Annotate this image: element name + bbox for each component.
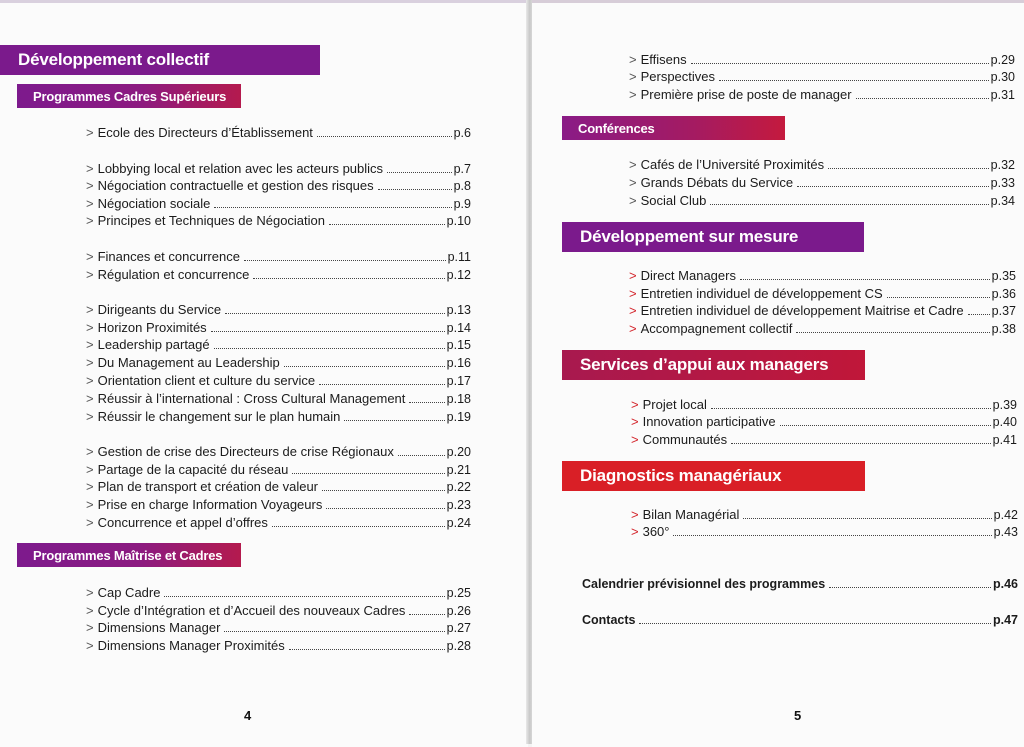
bullet-arrow-icon: >: [86, 515, 94, 530]
toc-entry-label: Négociation contractuelle et gestion des risques: [97, 178, 374, 193]
toc-entry[interactable]: [629, 285, 1016, 303]
toc-entry-page: p.33: [990, 176, 1015, 190]
toc-entry-page: p.9: [453, 197, 471, 211]
page-number-right: 5: [794, 708, 802, 723]
toc-entry-page: p.32: [990, 158, 1015, 172]
toc-entry[interactable]: [629, 68, 1015, 86]
toc-entry-page: p.13: [446, 303, 471, 317]
dot-leader: [711, 408, 991, 409]
bullet-arrow-icon: >: [86, 444, 94, 459]
toc-entry-label: Ecole des Directeurs d’Établissement: [97, 125, 313, 140]
toc-entry[interactable]: [86, 124, 471, 142]
toc-entry-page: p.39: [992, 398, 1017, 412]
toc-entry-page: p.23: [446, 498, 471, 512]
dot-leader: [409, 402, 444, 403]
toc-entry-label: Finances et concurrence: [97, 249, 240, 264]
toc-entry-page: p.36: [991, 287, 1016, 301]
toc-entry-label: Dimensions Manager Proximités: [97, 638, 285, 653]
toc-entry-label: Dimensions Manager: [97, 620, 221, 635]
toc-entry[interactable]: [86, 212, 471, 230]
toc-entry-label: Direct Managers: [640, 268, 736, 283]
dot-leader: [289, 649, 445, 650]
dot-leader: [887, 297, 990, 298]
toc-entry[interactable]: [86, 372, 471, 390]
toc-entry-page: p.31: [990, 88, 1015, 102]
toc-entry[interactable]: [86, 602, 471, 620]
toc-entry-label: Négociation sociale: [97, 196, 211, 211]
toc-entry-page: p.18: [446, 392, 471, 406]
toc-entry[interactable]: [86, 336, 471, 354]
bullet-arrow-icon: >: [631, 432, 639, 447]
dot-leader: [164, 596, 444, 597]
toc-entry[interactable]: [86, 390, 471, 408]
toc-entry-label: Réussir à l’international : Cross Cultural Management: [97, 391, 406, 406]
toc-entry-page: p.15: [446, 338, 471, 352]
bullet-arrow-icon: >: [631, 414, 639, 429]
dot-leader: [284, 366, 445, 367]
toc-entry-label: Accompagnement collectif: [640, 321, 793, 336]
toc-entry[interactable]: [629, 174, 1015, 192]
dot-leader: [317, 136, 452, 137]
toc-entry[interactable]: [86, 177, 471, 195]
bullet-arrow-icon: >: [86, 267, 94, 282]
toc-entry-page: p.19: [446, 410, 471, 424]
toc-entry-label: Horizon Proximités: [97, 320, 207, 335]
bullet-arrow-icon: >: [629, 268, 637, 283]
toc-entry-label: Grands Débats du Service: [640, 175, 794, 190]
toc-entry-page: p.11: [447, 250, 471, 264]
bullet-arrow-icon: >: [629, 87, 637, 102]
toc-entry[interactable]: [631, 506, 1018, 524]
toc-entry[interactable]: [86, 301, 471, 319]
toc-entry[interactable]: [629, 192, 1015, 210]
toc-entry-label: Gestion de crise des Directeurs de crise Régionaux: [97, 444, 394, 459]
bullet-arrow-icon: >: [86, 603, 94, 618]
bullet-arrow-icon: >: [86, 409, 94, 424]
bullet-arrow-icon: >: [86, 213, 94, 228]
subsection-header-maitrise-cadres: Programmes Maîtrise et Cadres: [17, 543, 241, 567]
toc-entry-page: p.26: [446, 604, 471, 618]
dot-leader: [673, 535, 991, 536]
dot-leader: [326, 508, 444, 509]
bullet-arrow-icon: >: [86, 497, 94, 512]
bullet-arrow-icon: >: [629, 69, 637, 84]
toc-entry-contacts[interactable]: [582, 612, 1018, 629]
toc-entry[interactable]: [631, 413, 1017, 431]
toc-entry-page: p.42: [993, 508, 1018, 522]
toc-entry[interactable]: [629, 156, 1015, 174]
toc-entry[interactable]: [86, 160, 471, 178]
dot-leader: [214, 207, 451, 208]
toc-entry-label: Du Management au Leadership: [97, 355, 280, 370]
toc-entry-page: p.28: [446, 639, 471, 653]
bullet-arrow-icon: >: [86, 479, 94, 494]
toc-entry-label: Cafés de l’Université Proximités: [640, 157, 825, 172]
dot-leader: [409, 614, 444, 615]
toc-entry-page: p.14: [446, 321, 471, 335]
toc-entry-page: p.38: [991, 322, 1016, 336]
dot-leader: [856, 98, 989, 99]
toc-entry-page: p.41: [992, 433, 1017, 447]
toc-entry-page: p.24: [446, 516, 471, 530]
bullet-arrow-icon: >: [86, 391, 94, 406]
toc-entry-label: Première prise de poste de manager: [640, 87, 852, 102]
dot-leader: [292, 473, 444, 474]
section-header-developpement-collectif: Développement collectif: [0, 45, 320, 75]
subsection-header-cadres-superieurs: Programmes Cadres Supérieurs: [17, 84, 241, 108]
toc-entry-page: p.7: [453, 162, 471, 176]
toc-entry[interactable]: [629, 267, 1016, 285]
dot-leader: [224, 631, 444, 632]
toc-entry-label: Prise en charge Information Voyageurs: [97, 497, 323, 512]
toc-entry[interactable]: [86, 443, 471, 461]
toc-entry-page: p.20: [446, 445, 471, 459]
toc-entry-label: Bilan Managérial: [642, 507, 740, 522]
bullet-arrow-icon: >: [86, 125, 94, 140]
toc-entry-label: Dirigeants du Service: [97, 302, 222, 317]
dot-leader: [719, 80, 989, 81]
bullet-arrow-icon: >: [86, 337, 94, 352]
toc-entry-page: p.21: [446, 463, 471, 477]
dot-leader: [214, 348, 445, 349]
toc-entry[interactable]: [86, 319, 471, 337]
toc-entry[interactable]: [86, 195, 471, 213]
bullet-arrow-icon: >: [629, 303, 637, 318]
bullet-arrow-icon: >: [631, 507, 639, 522]
dot-leader: [387, 172, 452, 173]
dot-leader: [329, 224, 445, 225]
bullet-arrow-icon: >: [629, 52, 637, 67]
toc-entry-label: Partage de la capacité du réseau: [97, 462, 289, 477]
dot-leader: [639, 623, 991, 624]
dot-leader: [225, 313, 445, 314]
toc-entry-label: Leadership partagé: [97, 337, 210, 352]
toc-entry-label: Cycle d’Intégration et d’Accueil des nouveaux Cadres: [97, 603, 406, 618]
toc-entry[interactable]: [86, 619, 471, 637]
toc-entry[interactable]: [86, 584, 471, 602]
toc-entry[interactable]: [629, 51, 1015, 69]
toc-entry[interactable]: [86, 514, 471, 532]
bullet-arrow-icon: >: [86, 620, 94, 635]
toc-entry-page: p.25: [446, 586, 471, 600]
toc-entry-page: p.16: [446, 356, 471, 370]
toc-entry-label: Contacts: [582, 613, 636, 627]
bullet-arrow-icon: >: [86, 355, 94, 370]
toc-entry[interactable]: [86, 496, 471, 514]
toc-entry-page: p.8: [453, 179, 471, 193]
toc-entry[interactable]: [86, 478, 471, 496]
bullet-arrow-icon: >: [629, 321, 637, 336]
dot-leader: [828, 168, 989, 169]
bullet-arrow-icon: >: [629, 286, 637, 301]
toc-entry[interactable]: [86, 461, 471, 479]
bullet-arrow-icon: >: [86, 161, 94, 176]
toc-entry-label: Entretien individuel de développement CS: [640, 286, 883, 301]
section-header-diagnostics: Diagnostics managériaux: [562, 461, 865, 491]
toc-entry-page: p.10: [446, 214, 471, 228]
dot-leader: [398, 455, 445, 456]
bullet-arrow-icon: >: [86, 638, 94, 653]
toc-entry[interactable]: [86, 354, 471, 372]
toc-entry-label: Perspectives: [640, 69, 716, 84]
dot-leader: [968, 314, 990, 315]
toc-entry-page: p.29: [990, 53, 1015, 67]
section-header-services-appui: Services d’appui aux managers: [562, 350, 865, 380]
dot-leader: [378, 189, 452, 190]
toc-entry-label: Régulation et concurrence: [97, 267, 250, 282]
toc-entry[interactable]: [86, 266, 471, 284]
toc-entry-label: Plan de transport et création de valeur: [97, 479, 319, 494]
toc-entry-page: p.43: [993, 525, 1018, 539]
toc-entry-page: p.34: [990, 194, 1015, 208]
toc-entry-label: Innovation participative: [642, 414, 776, 429]
dot-leader: [211, 331, 445, 332]
toc-entry[interactable]: [86, 248, 471, 266]
toc-entry-page: p.35: [991, 269, 1016, 283]
bullet-arrow-icon: >: [86, 196, 94, 211]
section-header-developpement-sur-mesure: Développement sur mesure: [562, 222, 864, 252]
toc-entry-label: Calendrier prévisionnel des programmes: [582, 577, 826, 591]
toc-entry-page: p.46: [992, 577, 1018, 591]
toc-entry-page: p.6: [453, 126, 471, 140]
dot-leader: [743, 518, 991, 519]
section-header-conferences: Conférences: [562, 116, 785, 140]
bullet-arrow-icon: >: [86, 320, 94, 335]
toc-entry-label: Principes et Techniques de Négociation: [97, 213, 325, 228]
toc-entry-page: p.12: [446, 268, 471, 282]
toc-entry[interactable]: [631, 523, 1018, 541]
toc-entry-label: Communautés: [642, 432, 728, 447]
toc-entry-label: Concurrence et appel d’offres: [97, 515, 268, 530]
toc-entry-label: Orientation client et culture du service: [97, 373, 316, 388]
dot-leader: [796, 332, 989, 333]
toc-entry-page: p.27: [446, 621, 471, 635]
bullet-arrow-icon: >: [86, 249, 94, 264]
bullet-arrow-icon: >: [629, 175, 637, 190]
dot-leader: [319, 384, 445, 385]
dot-leader: [272, 526, 445, 527]
toc-entry[interactable]: [86, 408, 471, 426]
toc-entry-calendrier[interactable]: [582, 576, 1018, 593]
dot-leader: [322, 490, 445, 491]
toc-entry-label: Réussir le changement sur le plan humain: [97, 409, 341, 424]
toc-entry[interactable]: [629, 320, 1016, 338]
dot-leader: [344, 420, 444, 421]
bullet-arrow-icon: >: [86, 302, 94, 317]
toc-entry-page: p.47: [992, 613, 1018, 627]
toc-entry[interactable]: [631, 396, 1017, 414]
toc-entry[interactable]: [631, 431, 1017, 449]
toc-entry[interactable]: [86, 637, 471, 655]
bullet-arrow-icon: >: [631, 524, 639, 539]
dot-leader: [780, 425, 991, 426]
toc-entry-page: p.37: [991, 304, 1016, 318]
toc-entry[interactable]: [629, 86, 1015, 104]
toc-entry-label: Projet local: [642, 397, 707, 412]
dot-leader: [244, 260, 446, 261]
dot-leader: [731, 443, 991, 444]
toc-entry-label: Social Club: [640, 193, 707, 208]
dot-leader: [710, 204, 988, 205]
bullet-arrow-icon: >: [86, 178, 94, 193]
bullet-arrow-icon: >: [86, 462, 94, 477]
bullet-arrow-icon: >: [86, 373, 94, 388]
dot-leader: [691, 63, 989, 64]
toc-entry-page: p.17: [446, 374, 471, 388]
bullet-arrow-icon: >: [629, 157, 637, 172]
page-number-left: 4: [244, 708, 252, 723]
toc-entry-label: Lobbying local et relation avec les acteurs publics: [97, 161, 384, 176]
bullet-arrow-icon: >: [86, 585, 94, 600]
bullet-arrow-icon: >: [631, 397, 639, 412]
toc-entry-page: p.22: [446, 480, 471, 494]
dot-leader: [740, 279, 990, 280]
dot-leader: [797, 186, 989, 187]
toc-entry-label: Cap Cadre: [97, 585, 161, 600]
toc-entry-label: 360°: [642, 524, 670, 539]
toc-entry-label: Entretien individuel de développement Maitrise et Cadre: [640, 303, 964, 318]
bullet-arrow-icon: >: [629, 193, 637, 208]
dot-leader: [253, 278, 444, 279]
toc-entry-page: p.40: [992, 415, 1017, 429]
toc-entry[interactable]: [629, 302, 1016, 320]
dot-leader: [829, 587, 991, 588]
toc-entry-page: p.30: [990, 70, 1015, 84]
toc-entry-label: Effisens: [640, 52, 687, 67]
